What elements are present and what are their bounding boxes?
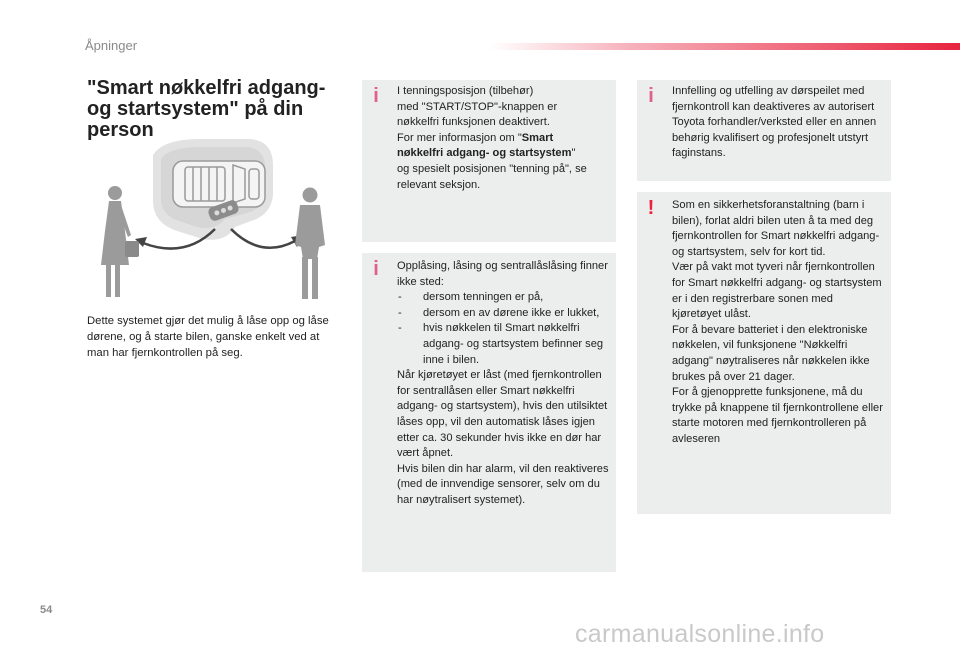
man-figure — [295, 188, 325, 300]
list-item: - dersom tenningen er på, — [397, 290, 610, 306]
arrow-right — [231, 229, 295, 248]
info-note-locking-text — [397, 259, 610, 509]
note-line: nøkkelfri funksjonen deaktivert. — [397, 116, 550, 129]
note-paragraph: Når kjøretøyet er låst (med fjernkontrollen for sentrallåsen eller Smart nøkkelfri adgang- og startsystem), hvis den utilsiktet låses opp, vil den automatisk låses igjen etter ca. 30 sekunder hvis ikke en dør har vært åpnet. — [397, 369, 608, 460]
info-note-mirrors-text: Innfelling og utfelling av dørspeilet med fjernkontroll kan deaktiveres av autorisert Toyota forhandler/verksted eller en annen behørig kvalifisert og profesjonelt utstyrt faginstans. — [672, 85, 877, 160]
info-icon: i — [373, 85, 379, 107]
info-note-mirrors — [637, 80, 891, 181]
intro-text: Dette systemet gjør det mulig å låse opp og låse dørene, og å starte bilen, ganske enkelt ved at man har fjernkontrollen på seg. — [87, 315, 329, 359]
list-item: - hvis nøkkelen til Smart nøkkelfri adgang- og startsystem befinner seg inne i bilen. — [397, 321, 610, 368]
header-accent-bar — [490, 43, 960, 50]
note-line: I tenningsposisjon (tilbehør) — [397, 85, 534, 97]
note-line: og spesielt posisjonen "tenning på", se — [397, 162, 587, 175]
note-bold-term: Smart — [521, 131, 554, 144]
warning-icon: ! — [647, 197, 655, 219]
car-top-view — [173, 161, 265, 207]
note-line: relevant seksjon. — [397, 178, 481, 191]
note-paragraph: Opplåsing, låsing og sentrallåslåsing finner ikke sted: — [397, 260, 608, 288]
warning-paragraph: Som en sikkerhetsforanstaltning (barn i bilen), forlat aldri bilen uten å ta med deg fjernkontrollen for Smart nøkkelfri adgang- og startsystem, selv for kort tid. — [672, 199, 880, 258]
info-note-ignition — [362, 80, 616, 242]
note-bold-term: nøkkelfri adgang- og startsystem — [397, 147, 572, 160]
warning-note-text — [672, 198, 885, 448]
page-number: 54 — [40, 604, 53, 616]
woman-figure — [101, 186, 139, 297]
note-line: med "START/STOP"-knappen er — [397, 100, 558, 113]
warning-note — [637, 192, 891, 514]
smart-key-illustration — [85, 135, 340, 305]
info-note-locking — [362, 253, 616, 572]
section-title: Åpninger — [85, 38, 138, 53]
info-note-ignition-text — [397, 84, 610, 193]
warning-paragraph: For å bevare batteriet i den elektroniske nøkkelen, vil funksjonene "Nøkkelfri adgang" nøytraliseres når nøkkelen ikke brukes på over 21 dager. — [672, 323, 870, 383]
watermark: carmanualsonline.info — [575, 620, 825, 648]
info-icon: i — [648, 85, 654, 107]
list-item: - dersom en av dørene ikke er lukket, — [397, 306, 610, 322]
warning-paragraph: Vær på vakt mot tyveri når fjernkontrollen for Smart nøkkelfri adgang- og startsystem er i den registrerbare sonen med kjøretøyet ulåst. — [672, 261, 882, 321]
note-paragraph: Hvis bilen din har alarm, vil den reaktiveres (med de innvendige sensorer, selv om du har nøytralisert systemet). — [397, 462, 609, 506]
note-line — [397, 131, 610, 147]
note-text-segment: " — [571, 147, 576, 160]
info-icon: i — [373, 258, 379, 280]
warning-paragraph: For å gjenopprette funksjonene, må du trykke på knappene til fjernkontrollene eller starte motoren med fjernkontrolleren på avleseren — [672, 386, 883, 445]
note-text-segment: For mer informasjon om " — [397, 131, 522, 144]
page-title: "Smart nøkkelfri adgang- og startsystem" på din person — [87, 77, 326, 141]
note-line — [397, 146, 610, 162]
